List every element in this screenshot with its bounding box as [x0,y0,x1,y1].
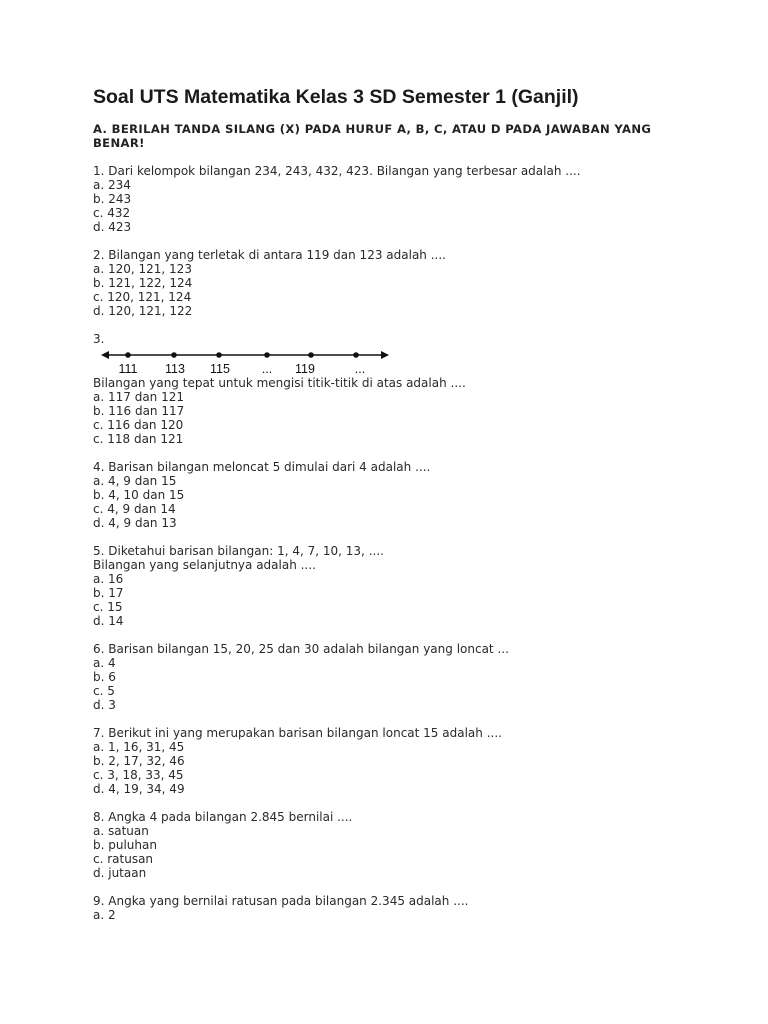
question-text: 6. Barisan bilangan 15, 20, 25 dan 30 adalah bilangan yang loncat ... [93,642,509,656]
answer-option: a. 117 dan 121 [93,390,184,404]
answer-option: d. 14 [93,614,124,628]
number-line-point [308,352,314,358]
question-block [93,894,713,922]
question-text: 8. Angka 4 pada bilangan 2.845 bernilai .... [93,810,353,824]
number-line-label: 111 [118,362,138,376]
question-text: 1. Dari kelompok bilangan 234, 243, 432, 423. Bilangan yang terbesar adalah .... [93,164,581,178]
answer-option: a. 4, 9 dan 15 [93,474,177,488]
answer-option: c. 120, 121, 124 [93,290,192,304]
answer-option: b. 116 dan 117 [93,404,185,418]
answer-option: a. 120, 121, 123 [93,262,192,276]
question-block [93,248,713,318]
question-text: 7. Berikut ini yang merupakan barisan bilangan loncat 15 adalah .... [93,726,502,740]
section-instruction: A. BERILAH TANDA SILANG (X) PADA HURUF A, B, C, ATAU D PADA JAWABAN YANG BENAR! [93,122,652,150]
answer-option: b. 243 [93,192,132,206]
answer-option: b. 17 [93,586,124,600]
question-block [93,460,713,530]
number-line-point [353,352,359,358]
answer-option: c. 15 [93,600,123,614]
question-block [93,332,713,446]
question-text: 9. Angka yang bernilai ratusan pada bilangan 2.345 adalah .... [93,894,469,908]
number-line-label: 115 [210,362,230,376]
answer-option: a. 234 [93,178,131,192]
answer-option: b. 121, 122, 124 [93,276,193,290]
question-text: Bilangan yang tepat untuk mengisi titik-titik di atas adalah .... [93,376,466,390]
answer-option: c. 118 dan 121 [93,432,184,446]
question-text: 4. Barisan bilangan meloncat 5 dimulai dari 4 adalah .... [93,460,431,474]
number-line-label: 119 [295,362,315,376]
number-line-point [125,352,131,358]
question-block [93,544,713,628]
number-line-label: ... [261,362,273,376]
answer-option: b. puluhan [93,838,157,852]
answer-option: a. 16 [93,572,124,586]
answer-option: c. 432 [93,206,131,220]
question-text: 5. Diketahui barisan bilangan: 1, 4, 7, 10, 13, .... [93,544,384,558]
question-block [93,726,713,796]
answer-option: a. 1, 16, 31, 45 [93,740,185,754]
question-block [93,164,713,234]
answer-option: a. 4 [93,656,116,670]
answer-option: d. 423 [93,220,132,234]
number-line-label: ... [354,362,366,376]
question-text: 2. Bilangan yang terletak di antara 119 dan 123 adalah .... [93,248,446,262]
question-block [93,642,713,712]
question-block [93,810,713,880]
answer-option: d. 120, 121, 122 [93,304,193,318]
question-text: Bilangan yang selanjutnya adalah .... [93,558,316,572]
answer-option: a. satuan [93,824,149,838]
number-line-point [264,352,270,358]
answer-option: b. 6 [93,670,116,684]
answer-option: d. 3 [93,698,116,712]
answer-option: c. 3, 18, 33, 45 [93,768,184,782]
right-arrowhead [381,351,389,359]
answer-option: c. 5 [93,684,115,698]
answer-option: d. 4, 9 dan 13 [93,516,177,530]
answer-option: b. 2, 17, 32, 46 [93,754,185,768]
number-line-label: 113 [165,362,185,376]
answer-option: a. 2 [93,908,116,922]
answer-option: c. ratusan [93,852,154,866]
answer-option: c. 4, 9 dan 14 [93,502,176,516]
answer-option: c. 116 dan 120 [93,418,184,432]
question-list [93,164,713,936]
left-arrowhead [101,351,109,359]
answer-option: d. jutaan [93,866,147,880]
number-line-point [216,352,222,358]
answer-option: b. 4, 10 dan 15 [93,488,185,502]
answer-option: d. 4, 19, 34, 49 [93,782,185,796]
number-line [93,346,413,376]
question-text: 3. [93,332,105,346]
number-line-point [171,352,177,358]
page-title: Soal UTS Matematika Kelas 3 SD Semester 1 (Ganjil) [93,86,579,108]
